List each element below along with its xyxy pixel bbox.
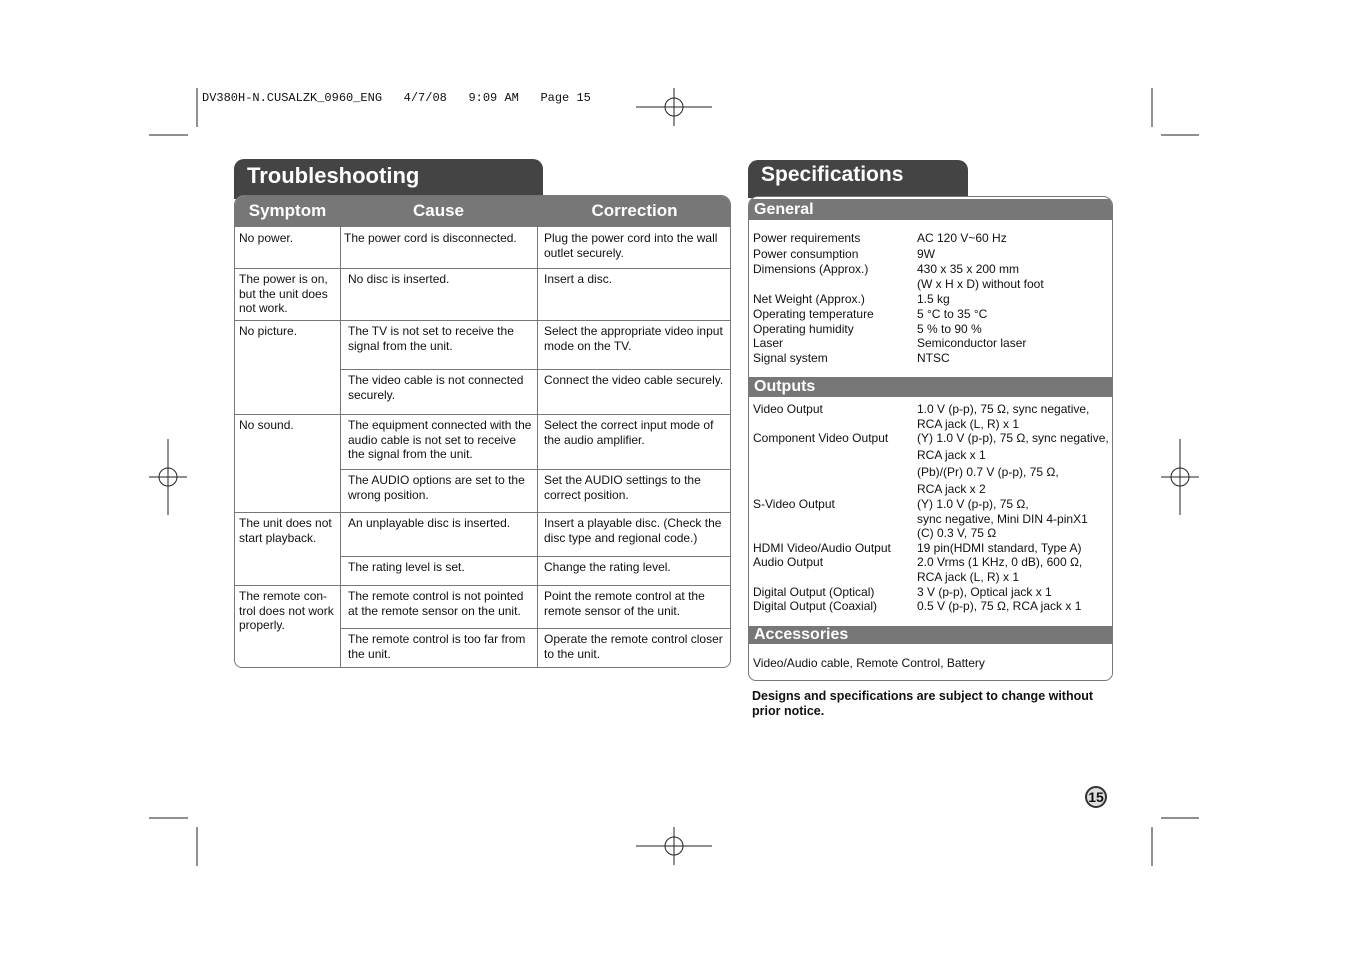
spec-value bbox=[917, 541, 1082, 556]
symptom-cell: The unit does not start playback. bbox=[239, 516, 332, 545]
spec-value-line: 1.5 kg bbox=[917, 292, 950, 307]
correction-cell: Set the AUDIO settings to the correct position. bbox=[544, 473, 701, 502]
row-divider bbox=[340, 369, 730, 370]
spec-label: Operating temperature bbox=[753, 306, 874, 321]
general-header: General bbox=[749, 199, 1112, 220]
specifications-note: Designs and specifications are subject to change without prior notice. bbox=[752, 689, 1094, 718]
row-divider bbox=[340, 628, 730, 629]
accessories-header: Accessories bbox=[749, 626, 1112, 644]
spec-value-line: Semiconductor laser bbox=[917, 336, 1027, 351]
spec-label: S-Video Output bbox=[753, 497, 835, 512]
spec-value bbox=[917, 231, 1007, 246]
spec-value-line: sync negative, Mini DIN 4-pinX1 bbox=[917, 511, 1088, 526]
row-divider bbox=[235, 512, 730, 513]
symptom-cell: No picture. bbox=[239, 324, 298, 338]
spec-row bbox=[753, 541, 1112, 556]
spec-label: Power requirements bbox=[753, 231, 861, 245]
correction-cell: Insert a playable disc. (Check the disc type and regional code.) bbox=[544, 516, 722, 545]
correction-cell: Insert a disc. bbox=[544, 272, 613, 286]
spec-label: Digital Output (Optical) bbox=[753, 584, 875, 599]
spec-value-line: (W x H x D) without foot bbox=[917, 276, 1044, 291]
spec-value bbox=[917, 322, 982, 337]
spec-row bbox=[753, 402, 1112, 431]
spec-value-line: RCA jack x 1 bbox=[917, 448, 986, 463]
spec-value bbox=[917, 336, 1026, 351]
spec-value-line: (Y) 1.0 V (p-p), 75 Ω, sync negative, bbox=[917, 431, 1109, 446]
specifications-box bbox=[748, 196, 1113, 681]
general-rows bbox=[753, 231, 1112, 365]
correction-cell: Change the rating level. bbox=[544, 560, 671, 574]
cause-cell: The AUDIO options are set to the wrong position. bbox=[348, 473, 525, 502]
spec-label: HDMI Video/Audio Output bbox=[753, 540, 891, 555]
spec-value bbox=[917, 585, 1052, 600]
spec-label: Laser bbox=[753, 336, 784, 351]
header-cause: Cause bbox=[340, 196, 537, 227]
spec-value bbox=[917, 262, 1044, 291]
cause-cell: No disc is inserted. bbox=[348, 272, 450, 286]
spec-value-line: RCA jack x 2 bbox=[917, 482, 986, 497]
header-symptom: Symptom bbox=[235, 196, 340, 227]
spec-value-line: 5 % to 90 % bbox=[917, 321, 982, 336]
spec-value-line: (Pb)/(Pr) 0.7 V (p-p), 75 Ω, bbox=[917, 465, 1059, 480]
accessories-text: Video/Audio cable, Remote Control, Battery bbox=[753, 656, 985, 670]
spec-value-line: (C) 0.3 V, 75 Ω bbox=[917, 526, 997, 541]
outputs-rows bbox=[753, 402, 1112, 614]
spec-label: Power consumption bbox=[753, 246, 859, 261]
header-correction: Correction bbox=[537, 196, 731, 227]
spec-value bbox=[917, 599, 1081, 614]
spec-label: Dimensions (Approx.) bbox=[753, 262, 869, 277]
correction-cell: Select the correct input mode of the audio amplifier. bbox=[544, 418, 714, 447]
spec-label: Net Weight (Approx.) bbox=[753, 292, 865, 307]
spec-row bbox=[753, 555, 1112, 584]
symptom-cell: No power. bbox=[239, 231, 294, 245]
spec-value bbox=[917, 292, 950, 307]
page-number: 15 bbox=[1085, 786, 1107, 808]
spec-row bbox=[753, 336, 1112, 351]
correction-cell: Connect the video cable securely. bbox=[544, 373, 724, 387]
spec-value-line: RCA jack (L, R) x 1 bbox=[917, 416, 1020, 431]
correction-cell: Plug the power cord into the wall outlet securely. bbox=[544, 231, 718, 260]
spec-value bbox=[917, 247, 935, 262]
spec-label: Audio Output bbox=[753, 555, 824, 570]
spec-label: Video Output bbox=[753, 402, 823, 416]
spec-row bbox=[753, 307, 1112, 322]
spec-value-line: 430 x 35 x 200 mm bbox=[917, 262, 1020, 277]
print-slug: DV380H-N.CUSALZK_0960_ENG 4/7/08 9:09 AM Page 15 bbox=[202, 91, 591, 105]
correction-cell: Select the appropriate video input mode on the TV. bbox=[544, 324, 723, 353]
spec-value bbox=[917, 402, 1089, 431]
spec-label: Signal system bbox=[753, 350, 828, 365]
spec-value-line: (Y) 1.0 V (p-p), 75 Ω, bbox=[917, 497, 1029, 512]
row-divider bbox=[340, 556, 730, 557]
troubleshooting-title: Troubleshooting bbox=[234, 159, 543, 199]
spec-row bbox=[753, 292, 1112, 307]
symptom-cell: The power is on, but the unit does not work. bbox=[239, 272, 328, 315]
spec-value-line: 3 V (p-p), Optical jack x 1 bbox=[917, 584, 1052, 599]
row-divider bbox=[235, 268, 730, 269]
spec-value-line: 1.0 V (p-p), 75 Ω, sync negative, bbox=[917, 402, 1090, 416]
spec-row bbox=[753, 322, 1112, 337]
spec-value-line: RCA jack (L, R) x 1 bbox=[917, 570, 1020, 585]
spec-row bbox=[753, 247, 1112, 262]
spec-value-line: 5 °C to 35 °C bbox=[917, 306, 988, 321]
spec-row bbox=[753, 231, 1112, 246]
correction-cell: Point the remote control at the remote sensor of the unit. bbox=[544, 589, 705, 618]
spec-row bbox=[753, 431, 1112, 497]
symptom-cell: No sound. bbox=[239, 418, 294, 432]
spec-value-line: 19 pin(HDMI standard, Type A) bbox=[917, 540, 1082, 555]
spec-value-line: 0.5 V (p-p), 75 Ω, RCA jack x 1 bbox=[917, 599, 1082, 614]
spec-label: Digital Output (Coaxial) bbox=[753, 599, 878, 614]
column-divider bbox=[537, 196, 538, 667]
spec-row bbox=[753, 497, 1112, 541]
symptom-cell: The remote con-trol does not work properly. bbox=[239, 589, 334, 632]
column-divider bbox=[340, 196, 341, 667]
spec-value bbox=[917, 307, 987, 322]
spec-row bbox=[753, 351, 1112, 366]
spec-value-line: 2.0 Vrms (1 KHz, 0 dB), 600 Ω, bbox=[917, 555, 1083, 570]
cause-cell: The TV is not set to receive the signal from the unit. bbox=[348, 324, 514, 353]
row-divider bbox=[235, 585, 730, 586]
specifications-title: Specifications bbox=[748, 160, 968, 198]
cause-cell: The rating level is set. bbox=[348, 560, 465, 574]
correction-cell: Operate the remote control closer to the unit. bbox=[544, 632, 723, 661]
spec-row bbox=[753, 599, 1112, 614]
row-divider bbox=[235, 320, 730, 321]
spec-label: Operating humidity bbox=[753, 321, 854, 336]
outputs-header: Outputs bbox=[749, 377, 1112, 397]
spec-value bbox=[917, 431, 1109, 497]
spec-value-line: AC 120 V~60 Hz bbox=[917, 231, 1007, 245]
cause-cell: The remote control is not pointed at the remote sensor on the unit. bbox=[348, 589, 524, 618]
spec-value-line: 9W bbox=[917, 246, 935, 261]
cause-cell: The power cord is disconnected. bbox=[344, 231, 517, 245]
spec-value-line: NTSC bbox=[917, 350, 950, 365]
row-divider bbox=[340, 469, 730, 470]
spec-row bbox=[753, 262, 1112, 291]
spec-value bbox=[917, 351, 950, 366]
cause-cell: The video cable is not connected securely. bbox=[348, 373, 524, 402]
spec-label: Component Video Output bbox=[753, 431, 889, 446]
cause-cell: An unplayable disc is inserted. bbox=[348, 516, 511, 530]
cause-cell: The equipment connected with the audio cable is not set to receive the signal from the unit. bbox=[348, 418, 532, 461]
spec-value bbox=[917, 555, 1082, 584]
troubleshooting-table bbox=[234, 195, 731, 668]
spec-value bbox=[917, 497, 1088, 541]
row-divider bbox=[235, 414, 730, 415]
spec-row bbox=[753, 585, 1112, 600]
cause-cell: The remote control is too far from the unit. bbox=[348, 632, 526, 661]
